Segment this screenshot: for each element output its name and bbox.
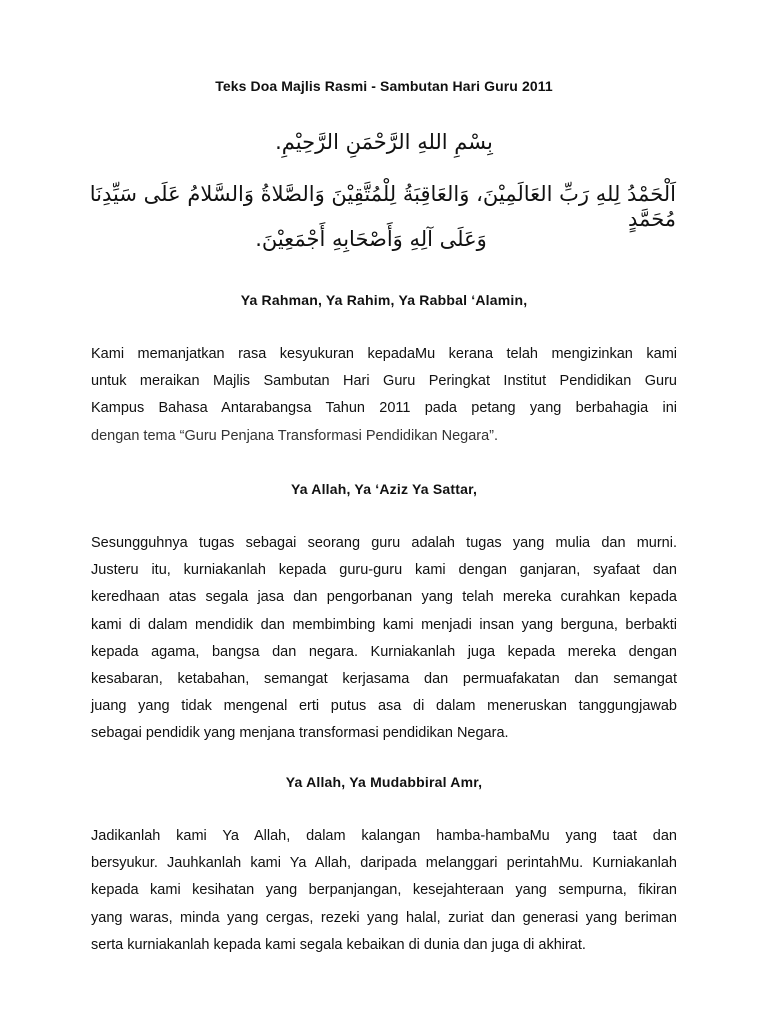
paragraph-2: [91, 530, 677, 748]
paragraph-line: Kami memanjatkan rasa kesyukuran kepadaMu kerana telah mengizinkan kami: [91, 346, 677, 362]
paragraph-line: sebagai pendidik yang menjana transformasi pendidikan Negara.: [91, 725, 509, 742]
document-title: Teks Doa Majlis Rasmi - Sambutan Hari Guru 2011: [215, 78, 553, 94]
paragraph-line: untuk meraikan Majlis Sambutan Hari Guru Peringkat Institut Pendidikan Guru: [91, 373, 677, 390]
paragraph-line: Kampus Bahasa Antarabangsa Tahun 2011 pada petang yang berbahagia ini: [91, 400, 677, 417]
paragraph-line: yang waras, minda yang cergas, rezeki yang halal, zuriat dan generasi yang beriman: [91, 909, 677, 926]
arabic-opening-line-2: وَعَلَى آلِهِ وَأَصْحَابِهِ أَجْمَعِيْنَ.: [255, 227, 487, 251]
paragraph-3: [91, 823, 677, 959]
paragraph-line: kesabaran, ketabahan, semangat kerjasama dan permuafakatan dan semangat: [91, 671, 677, 688]
paragraph-line: Jadikanlah kami Ya Allah, dalam kalangan hamba-hambaMu yang taat dan: [91, 828, 677, 844]
paragraph-line: juang yang tidak mengenal erti putus asa di dalam meneruskan tanggungjawab: [91, 698, 677, 715]
paragraph-line: dengan tema “Guru Penjana Transformasi Pendidikan Negara”.: [91, 427, 499, 444]
arabic-opening-line-1: اَلْحَمْدُ لِلهِ رَبِّ العَالَمِيْنَ، وَالعَاقِبَةُ لِلْمُتَّقِيْنَ وَالصَّلاةُ وَالسَّلامُ عَلَى سَيِّدِنَا مُحَمَّدٍ: [89, 182, 676, 232]
paragraph-line: serta kurniakanlah kepada kami segala kebaikan di dunia dan juga di akhirat.: [91, 936, 586, 953]
paragraph-line: Sesungguhnya tugas sebagai seorang guru adalah tugas yang mulia dan murni.: [91, 535, 677, 551]
paragraph-1: [91, 341, 677, 450]
paragraph-line: kepada agama, bangsa dan negara. Kurniakanlah juga kepada mereka dengan: [91, 643, 677, 660]
section-heading-1: Ya Rahman, Ya Rahim, Ya Rabbal ‘Alamin,: [240, 292, 528, 308]
arabic-basmalah: بِسْمِ اللهِ الرَّحْمَنِ الرَّحِيْمِ.: [275, 130, 493, 154]
paragraph-line: kepada kami kesihatan yang berpanjangan, kesejahteraan yang sempurna, fikiran: [91, 882, 677, 899]
paragraph-line: kami di dalam mendidik dan membimbing kami menjadi insan yang berguna, berbakti: [91, 616, 677, 633]
paragraph-line: bersyukur. Jauhkanlah kami Ya Allah, daripada melanggari perintahMu. Kurniakanlah: [91, 855, 677, 872]
paragraph-line: Justeru itu, kurniakanlah kepada guru-guru kami dengan ganjaran, syafaat dan: [91, 562, 677, 579]
paragraph-line: keredhaan atas segala jasa dan pengorbanan yang telah mereka curahkan kepada: [91, 589, 677, 606]
section-heading-3: Ya Allah, Ya Mudabbiral Amr,: [285, 774, 483, 790]
section-heading-2: Ya Allah, Ya ‘Aziz Ya Sattar,: [290, 481, 478, 497]
